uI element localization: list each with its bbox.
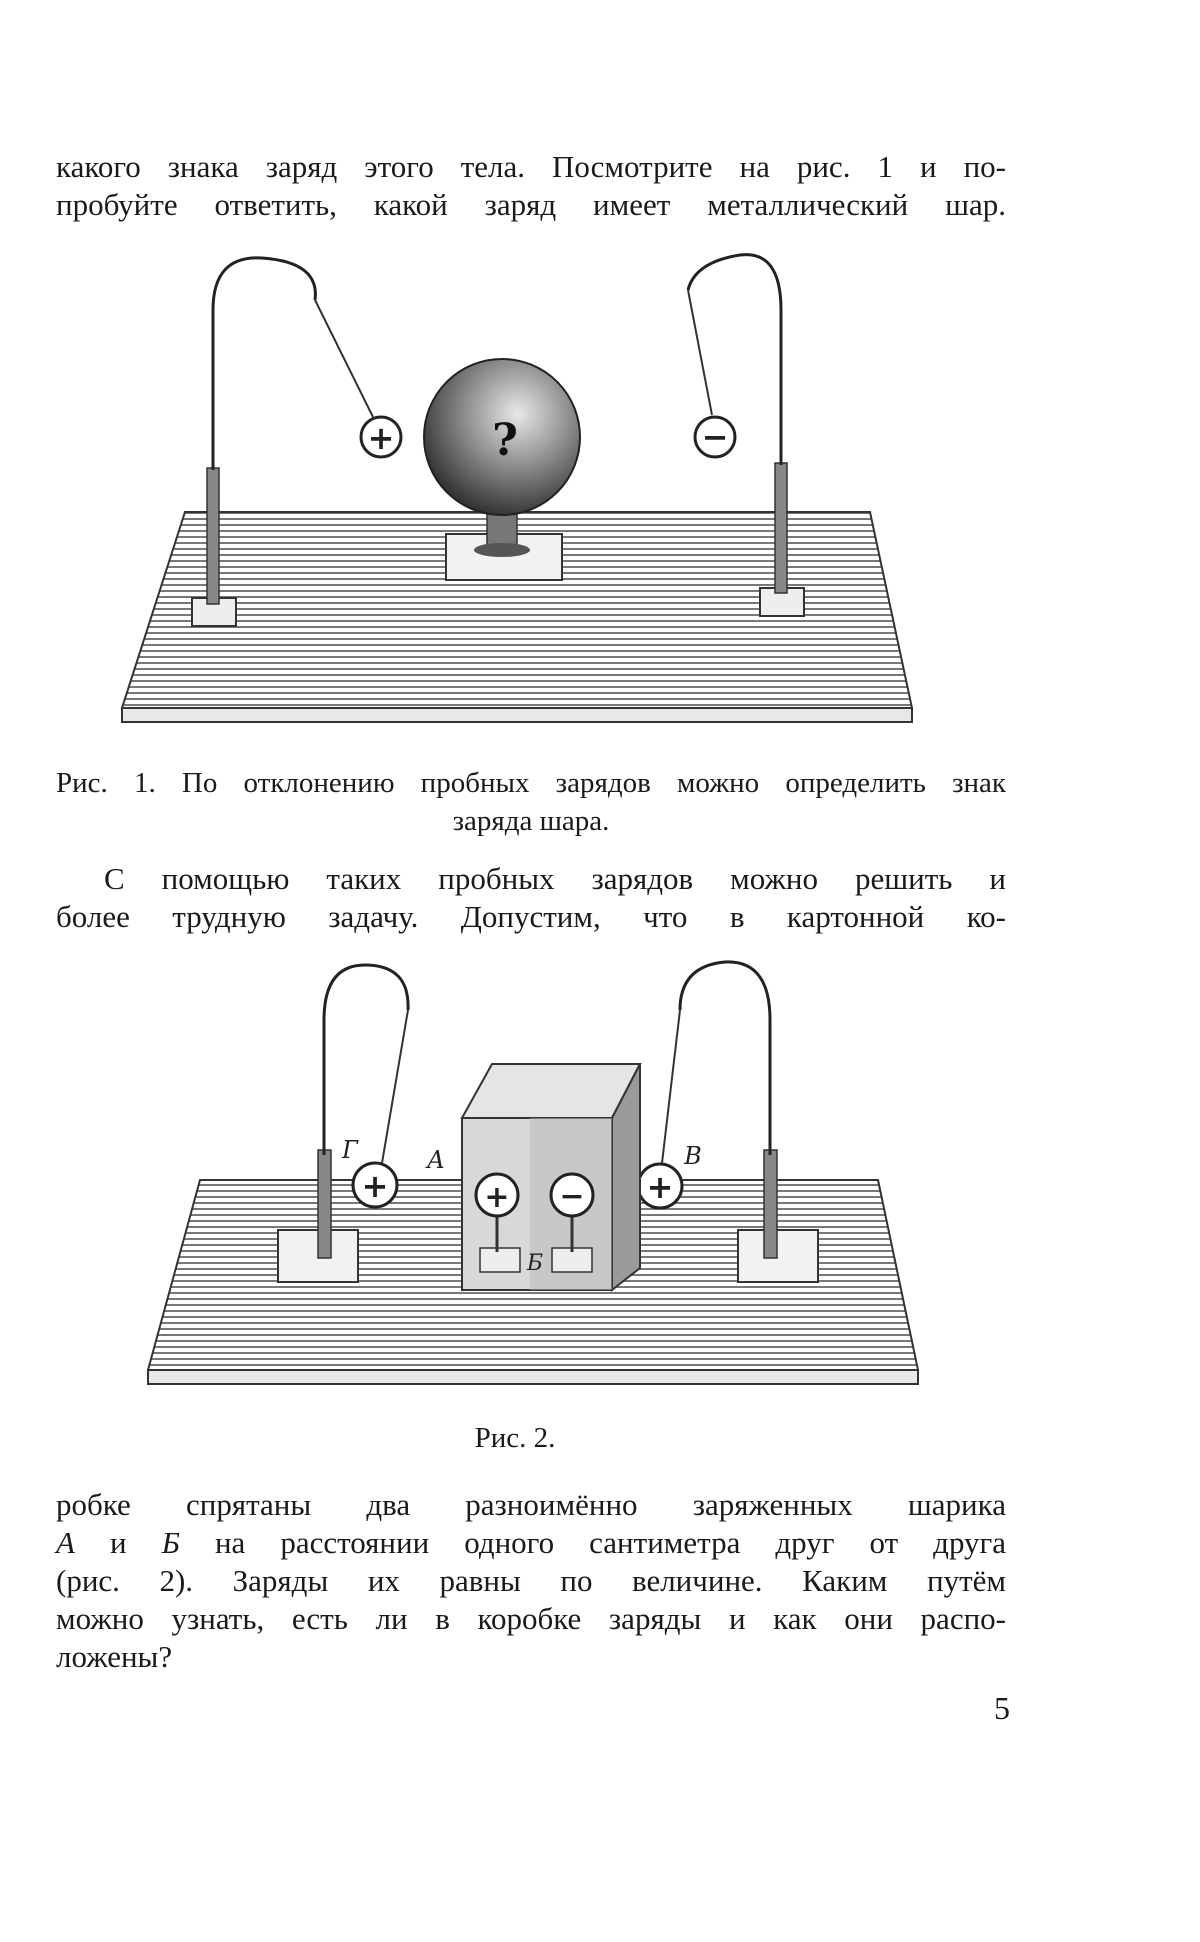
ball-B-minus: − [559, 1179, 585, 1214]
label-A: А [426, 1146, 446, 1174]
page-number: 5 [994, 1690, 1010, 1726]
label-B: Б [526, 1251, 544, 1276]
figure-2-caption: Рис. 2. [474, 1422, 556, 1454]
probe-G-plus: + [361, 1167, 389, 1205]
negative-sign: − [701, 418, 729, 456]
text-line: можно узнать, есть ли в коробке заряды и как они распо- [56, 1601, 1006, 1636]
text-line: ложены? [56, 1639, 173, 1674]
positive-sign: + [367, 419, 395, 457]
text-line: пробуйте ответить, какой заряд имеет металлический шар. [56, 187, 1006, 222]
left-thread [382, 1010, 408, 1163]
ball-A-plus: + [484, 1180, 510, 1215]
box-top [462, 1064, 640, 1118]
caption-line: заряда шара. [452, 805, 610, 837]
text-line: С помощью таких пробных зарядов можно решить и [104, 861, 1006, 896]
text-line: более трудную задачу. Допустим, что в картонной ко- [56, 899, 1006, 934]
probe-V-plus: + [646, 1168, 674, 1206]
caption-line: Рис. 1. По отклонению пробных зарядов можно определить знак [56, 767, 1006, 799]
text-line [56, 1524, 1006, 1562]
left-stand-rod [318, 1150, 331, 1258]
text-fragment: и [74, 1525, 162, 1560]
label-G: Г [342, 1136, 358, 1164]
question-mark: ? [492, 415, 518, 466]
text-line: (рис. 2). Заряды их равны по величине. Каким путём [56, 1563, 1006, 1598]
right-stand-wire [680, 962, 770, 1155]
text-line: какого знака заряд этого тела. Посмотрите на рис. 1 и по- [56, 149, 1006, 184]
right-thread [662, 1010, 680, 1163]
text-fragment: на расстоянии одного сантиметра друг от друга [179, 1525, 1007, 1560]
text-line: робке спрятаны два разноимённо заряженных шарика [56, 1487, 1006, 1522]
left-stand-wire [324, 965, 408, 1155]
board-edge [148, 1370, 918, 1384]
ball-A-stand [480, 1248, 520, 1272]
right-stand-base [738, 1230, 818, 1282]
letter-B: Б [161, 1525, 180, 1560]
label-V: В [684, 1142, 702, 1170]
letter-A: А [56, 1525, 75, 1560]
paragraph-question [56, 1486, 1006, 1676]
right-stand-rod [764, 1150, 777, 1258]
